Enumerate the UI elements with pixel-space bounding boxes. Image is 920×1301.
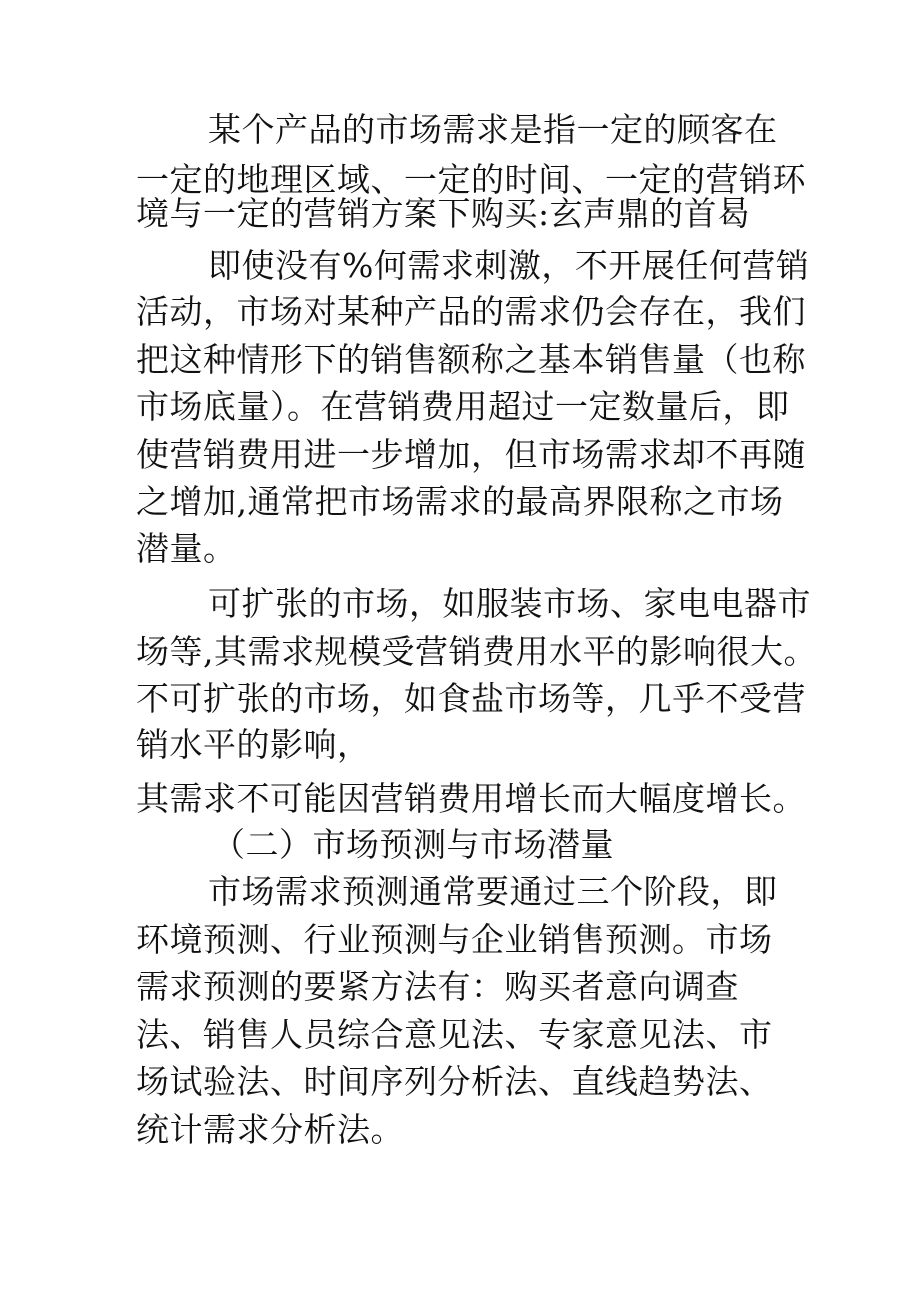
paragraph-3-line-2: 场等,其需求规模受营销费用水平的影响很大。 xyxy=(136,632,817,671)
paragraph-1-line-2: 一定的地理区域、一定的时间、一定的营销环 xyxy=(136,160,806,199)
paragraph-2-line-6: 之增加,通常把市场需求的最高界限称之市场 xyxy=(136,482,784,521)
paragraph-5-line-2: 环境预测、行业预测与企业销售预测。市场 xyxy=(136,920,773,959)
paragraph-5-line-4: 法、销售人员综合意见法、专家意见法、市 xyxy=(136,1015,773,1054)
paragraph-2-line-4: 市场底量）。在营销费用超过一定数量后，即 xyxy=(136,387,790,426)
paragraph-3-line-1: 可扩张的市场，如服装市场、家电电器市 xyxy=(208,584,811,623)
paragraph-2-line-1: 即使没有%何需求刺激，不开展任何营销 xyxy=(208,246,810,285)
paragraph-5-line-5: 场试验法、时间序列分析法、直线趋势法、 xyxy=(136,1062,773,1101)
paragraph-2-line-7: 潜量。 xyxy=(136,529,237,568)
paragraph-5-line-3: 需求预测的要紧方法有：购买者意向调查 xyxy=(136,967,739,1006)
paragraph-5-line-6: 统计需求分析法。 xyxy=(136,1110,404,1149)
section-heading: （二）市场预测与市场潜量 xyxy=(212,825,614,864)
paragraph-2-line-3: 把这种情形下的销售额称之基本销售量（也称 xyxy=(136,340,806,379)
paragraph-1-line-3: 境与一定的营销方案下购买:玄声鼎的首曷 xyxy=(136,194,751,233)
paragraph-3-line-3: 不可扩张的市场，如食盐市场等，几乎不受营 xyxy=(136,679,806,718)
paragraph-1-line-1: 某个产品的市场需求是指一定的顾客在 xyxy=(208,110,778,149)
paragraph-2-line-2: 活动，市场对某种产品的需求仍会存在，我们 xyxy=(136,292,806,331)
paragraph-3-line-4: 销水平的影响， xyxy=(136,725,371,764)
paragraph-4-line-1: 其需求不可能因营销费用增长而大幅度增长。 xyxy=(136,779,806,818)
paragraph-5-line-1: 市场需求预测通常要通过三个阶段，即 xyxy=(208,872,778,911)
paragraph-2-line-5: 使营销费用进一步增加，但市场需求却不再随 xyxy=(136,435,806,474)
